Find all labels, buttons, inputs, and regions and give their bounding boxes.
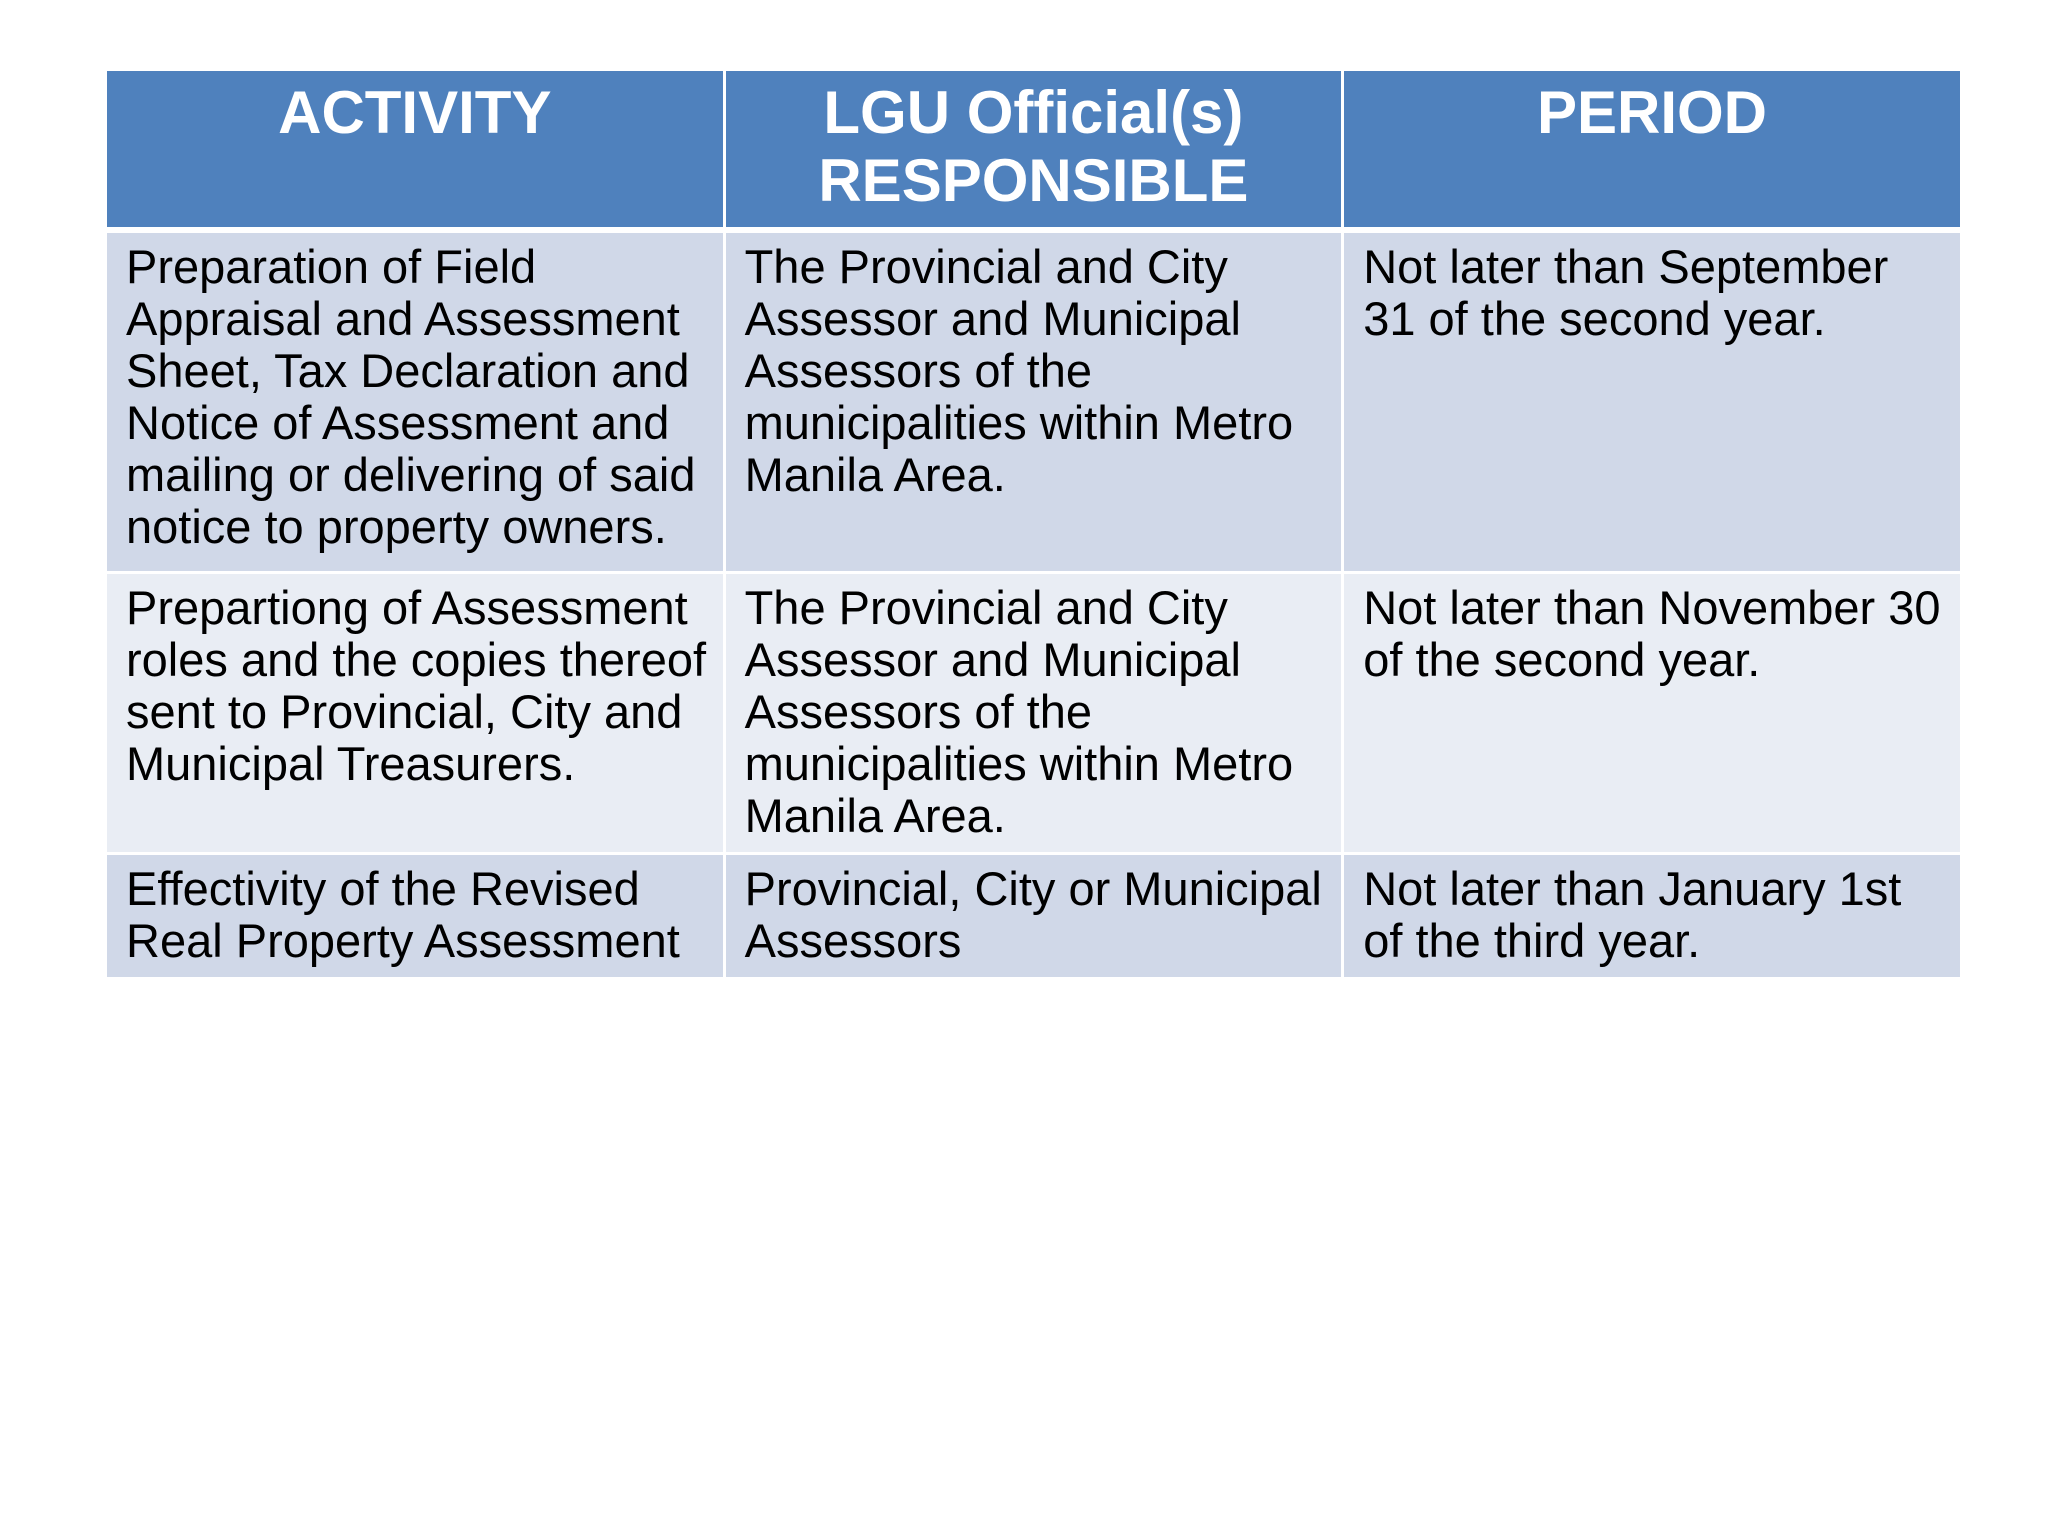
header-lgu-officials-responsible: LGU Official(s) RESPONSIBLE (724, 70, 1343, 231)
cell-responsible: The Provincial and City Assessor and Municipal Assessors of the municipalities within Metro Manila Area. (724, 572, 1343, 853)
cell-responsible: Provincial, City or Municipal Assessors (724, 853, 1343, 978)
cell-responsible: The Provincial and City Assessor and Municipal Assessors of the municipalities within Metro Manila Area. (724, 230, 1343, 572)
cell-period: Not later than January 1st of the third year. (1343, 853, 1962, 978)
cell-period: Not later than September 31 of the second year. (1343, 230, 1962, 572)
cell-activity: Effectivity of the Revised Real Property Assessment (106, 853, 725, 978)
table-row (106, 572, 1962, 853)
cell-activity: Prepartiong of Assessment roles and the copies thereof sent to Provincial, City and Municipal Treasurers. (106, 572, 725, 853)
assessment-schedule-table (104, 68, 1963, 980)
cell-period: Not later than November 30 of the second year. (1343, 572, 1962, 853)
table-header-row (106, 70, 1962, 231)
header-activity: ACTIVITY (106, 70, 725, 231)
table-row (106, 853, 1962, 978)
cell-activity: Preparation of Field Appraisal and Assessment Sheet, Tax Declaration and Notice of Assessment and mailing or delivering of said notice to property owners. (106, 230, 725, 572)
table-row (106, 230, 1962, 572)
header-period: PERIOD (1343, 70, 1962, 231)
